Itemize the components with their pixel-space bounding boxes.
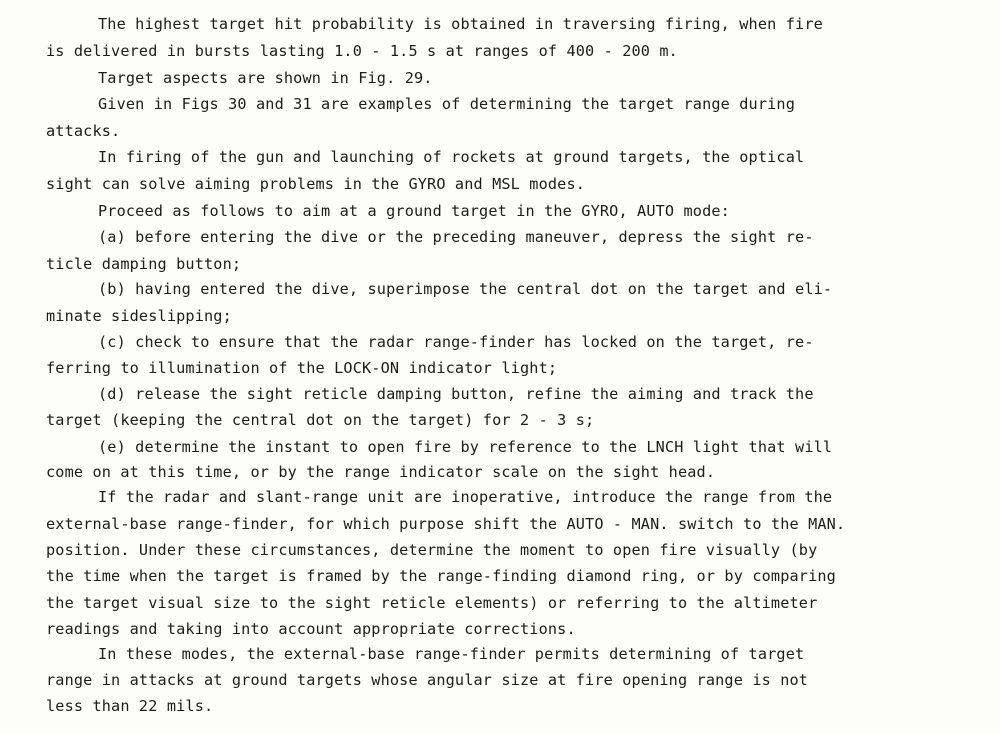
text-line: minate sideslipping; xyxy=(46,307,232,325)
text-line: (b) having entered the dive, superimpose the central dot on the target and eli- xyxy=(98,280,833,298)
text-line: In firing of the gun and launching of rockets at ground targets, the optical xyxy=(98,148,805,166)
text-line: ticle damping button; xyxy=(46,255,242,273)
text-line: Proceed as follows to aim at a ground target in the GYRO, AUTO mode: xyxy=(98,202,730,220)
text-line: less than 22 mils. xyxy=(46,697,214,715)
text-line: is delivered in bursts lasting 1.0 - 1.5 s at ranges of 400 - 200 m. xyxy=(46,42,678,60)
text-line: ferring to illumination of the LOCK-ON indicator light; xyxy=(46,359,558,377)
text-line: (a) before entering the dive or the preceding maneuver, depress the sight re- xyxy=(98,228,814,246)
text-line: If the radar and slant-range unit are inoperative, introduce the range from the xyxy=(98,488,833,506)
text-line: (e) determine the instant to open fire by reference to the LNCH light that will xyxy=(98,438,833,456)
text-line: position. Under these circumstances, determine the moment to open fire visually (by xyxy=(46,541,818,559)
text-line: range in attacks at ground targets whose angular size at fire opening range is not xyxy=(46,671,809,689)
text-line: The highest target hit probability is obtained in traversing firing, when fire xyxy=(98,15,823,33)
text-line: Target aspects are shown in Fig. 29. xyxy=(98,69,433,87)
text-line: external-base range-finder, for which purpose shift the AUTO - MAN. switch to the MAN. xyxy=(46,515,846,533)
text-line: the target visual size to the sight reticle elements) or referring to the altimeter xyxy=(46,594,818,612)
text-line: (d) release the sight reticle damping button, refine the aiming and track the xyxy=(98,385,814,403)
text-line: target (keeping the central dot on the target) for 2 - 3 s; xyxy=(46,411,595,429)
text-line: sight can solve aiming problems in the GYRO and MSL modes. xyxy=(46,175,586,193)
text-line: come on at this time, or by the range indicator scale on the sight head. xyxy=(46,463,716,481)
text-line: the time when the target is framed by the range-finding diamond ring, or by comparing xyxy=(46,567,836,585)
text-line: (c) check to ensure that the radar range-finder has locked on the target, re- xyxy=(98,333,814,351)
text-line: In these modes, the external-base range-finder permits determining of target xyxy=(98,645,805,663)
text-line: Given in Figs 30 and 31 are examples of determining the target range during xyxy=(98,95,796,113)
text-line: attacks. xyxy=(46,122,121,140)
text-line: readings and taking into account appropriate corrections. xyxy=(46,620,576,638)
